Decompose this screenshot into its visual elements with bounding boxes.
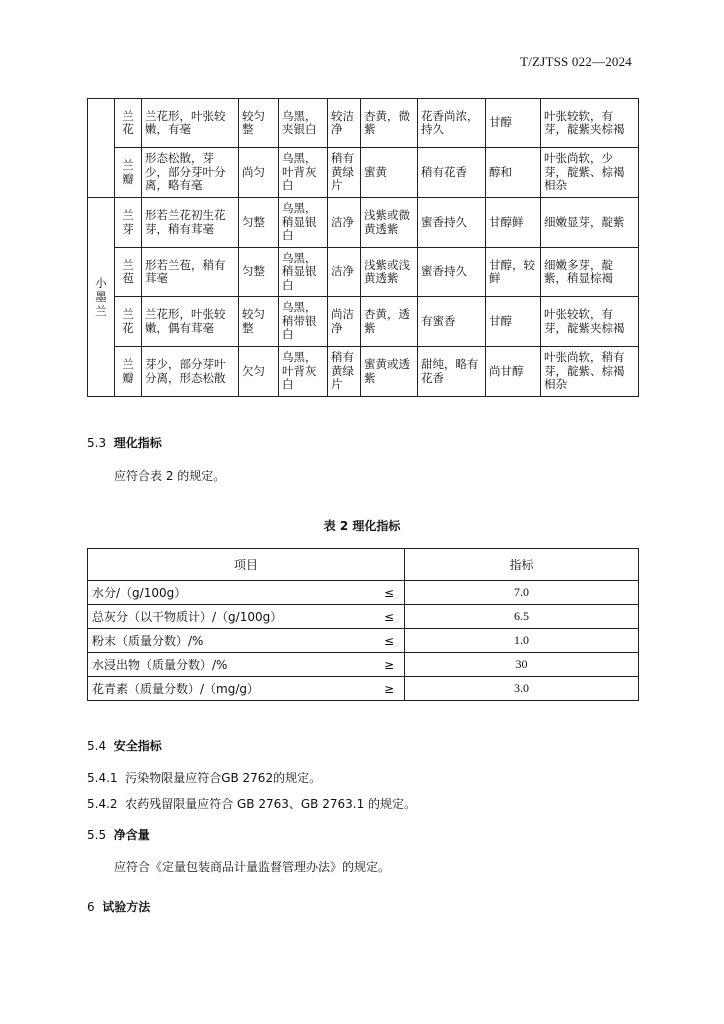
group-label: 小墨兰 xyxy=(88,198,115,397)
leaf-cell: 细嫩多芽，靛紫，稍显棕褐 xyxy=(541,248,639,297)
color-cell: 乌黑，稍显银白 xyxy=(279,198,328,248)
section-5-5-text: 应符合《定量包装商品计量监督管理办法》的规定。 xyxy=(114,860,391,874)
aroma-cell: 蜜香持久 xyxy=(418,198,486,248)
item-value: 30 xyxy=(405,653,639,677)
shape-cell: 芽少，部分芽叶分离，形态松散 xyxy=(142,347,239,397)
item-name: 水浸出物（质量分数）/% xyxy=(88,653,378,677)
column-header-item: 项目 xyxy=(88,549,405,581)
section-6-heading xyxy=(87,898,150,915)
comparison-symbol: ≤ xyxy=(378,629,405,653)
section-5-4-2 xyxy=(87,795,416,812)
comparison-symbol: ≥ xyxy=(378,677,405,701)
item-name: 水分/（g/100g） xyxy=(88,581,378,605)
clarity-cell: 较洁净 xyxy=(328,99,361,148)
taste-cell: 醇和 xyxy=(486,148,541,198)
grade-cell: 兰花 xyxy=(115,297,142,347)
color-cell: 乌黑，叶背灰白 xyxy=(279,148,328,198)
standard-code: T/ZJTSS 022—2024 xyxy=(520,54,632,69)
shape-cell: 形态松散，芽少，部分芽叶分离，略有毫 xyxy=(142,148,239,198)
section-title: 试验方法 xyxy=(102,900,151,914)
liquor-cell: 浅紫或浅黄透紫 xyxy=(361,248,418,297)
item-name: 总灰分（以干物质计）/（g/100g） xyxy=(88,605,378,629)
table-header-row xyxy=(88,549,639,581)
comparison-symbol: ≤ xyxy=(378,605,405,629)
comparison-symbol: ≥ xyxy=(378,653,405,677)
leaf-cell: 细嫩显芽，靛紫 xyxy=(541,198,639,248)
clarity-cell: 洁净 xyxy=(328,248,361,297)
aroma-cell: 蜜香持久 xyxy=(418,248,486,297)
item-value: 3.0 xyxy=(405,677,639,701)
grade-cell: 兰苞 xyxy=(115,248,142,297)
color-cell: 乌黑，叶背灰白 xyxy=(279,347,328,397)
section-5-3-text: 应符合表 2 的规定。 xyxy=(114,469,226,483)
table-row xyxy=(88,677,639,701)
table-row xyxy=(88,347,639,397)
taste-cell: 甘醇，较鲜 xyxy=(486,248,541,297)
taste-cell: 甘醇 xyxy=(486,99,541,148)
leaf-cell: 叶张较软，有芽，靛紫夹棕褐 xyxy=(541,297,639,347)
shape-cell: 兰花形，叶张较嫩，有毫 xyxy=(142,99,239,148)
item-value: 1.0 xyxy=(405,629,639,653)
section-number: 5.4.1 xyxy=(87,771,118,785)
evenness-cell: 欠匀 xyxy=(239,347,279,397)
clarity-cell: 洁净 xyxy=(328,198,361,248)
taste-cell: 甘醇鲜 xyxy=(486,198,541,248)
evenness-cell: 尚匀 xyxy=(239,148,279,198)
clarity-cell: 尚洁净 xyxy=(328,297,361,347)
table-row xyxy=(88,581,639,605)
aroma-cell: 甜纯，略有花香 xyxy=(418,347,486,397)
section-5-5-heading xyxy=(87,826,150,843)
section-title: 理化指标 xyxy=(113,436,162,450)
shape-cell: 形若兰苞，稍有茸毫 xyxy=(142,248,239,297)
liquor-cell: 杏黄，透紫 xyxy=(361,297,418,347)
liquor-cell: 蜜黄 xyxy=(361,148,418,198)
aroma-cell: 有蜜香 xyxy=(418,297,486,347)
evenness-cell: 匀整 xyxy=(239,198,279,248)
section-title: 安全指标 xyxy=(113,739,162,753)
table-row xyxy=(88,99,639,148)
table2-caption: 表 2 理化指标 xyxy=(323,519,401,533)
table-row xyxy=(88,653,639,677)
table-row xyxy=(88,605,639,629)
shape-cell: 兰花形，叶张较嫩，偶有茸毫 xyxy=(142,297,239,347)
section-number: 5.4.2 xyxy=(87,797,118,811)
table-row xyxy=(88,198,639,248)
section-text: 污染物限量应符合GB 2762的规定。 xyxy=(125,771,322,785)
evenness-cell: 匀整 xyxy=(239,248,279,297)
taste-cell: 尚甘醇 xyxy=(486,347,541,397)
section-5-4-1 xyxy=(87,769,321,786)
section-5-4-heading xyxy=(87,737,162,754)
aroma-cell: 花香尚浓，持久 xyxy=(418,99,486,148)
section-title: 净含量 xyxy=(113,828,150,842)
color-cell: 乌黑，稍显银白 xyxy=(279,248,328,297)
evenness-cell: 较匀整 xyxy=(239,99,279,148)
table-row xyxy=(88,248,639,297)
table-row xyxy=(88,297,639,347)
liquor-cell: 蜜黄或透紫 xyxy=(361,347,418,397)
item-name: 花青素（质量分数）/（mg/g） xyxy=(88,677,378,701)
leaf-cell: 叶张尚软，稍有芽，靛紫、棕褐相杂 xyxy=(541,347,639,397)
section-text: 农药残留限量应符合 GB 2763、GB 2763.1 的规定。 xyxy=(125,797,417,811)
clarity-cell: 稍有黄绿片 xyxy=(328,347,361,397)
clarity-cell: 稍有黄绿片 xyxy=(328,148,361,198)
item-name: 粉末（质量分数）/% xyxy=(88,629,378,653)
table-row xyxy=(88,629,639,653)
color-cell: 乌黑，稍带银白 xyxy=(279,297,328,347)
sensory-table xyxy=(87,98,639,397)
item-value: 6.5 xyxy=(405,605,639,629)
section-number: 5.3 xyxy=(87,436,107,450)
leaf-cell: 叶张较软，有芽，靛紫夹棕褐 xyxy=(541,99,639,148)
grade-cell: 兰瓣 xyxy=(115,347,142,397)
liquor-cell: 杏黄，微紫 xyxy=(361,99,418,148)
leaf-cell: 叶张尚软，少芽，靛紫、棕褐相杂 xyxy=(541,148,639,198)
physicochemical-table xyxy=(87,548,639,701)
grade-cell: 兰花 xyxy=(115,99,142,148)
aroma-cell: 稍有花香 xyxy=(418,148,486,198)
liquor-cell: 浅紫或微黄透紫 xyxy=(361,198,418,248)
item-value: 7.0 xyxy=(405,581,639,605)
taste-cell: 甘醇 xyxy=(486,297,541,347)
section-number: 5.4 xyxy=(87,739,107,753)
section-number: 5.5 xyxy=(87,828,107,842)
comparison-symbol: ≤ xyxy=(378,581,405,605)
shape-cell: 形若兰花初生花芽，稍有茸毫 xyxy=(142,198,239,248)
grade-cell: 兰瓣 xyxy=(115,148,142,198)
group-cell-empty xyxy=(88,99,115,198)
color-cell: 乌黑，夹银白 xyxy=(279,99,328,148)
grade-cell: 兰芽 xyxy=(115,198,142,248)
evenness-cell: 较匀整 xyxy=(239,297,279,347)
table-row xyxy=(88,148,639,198)
section-number: 6 xyxy=(87,900,95,914)
section-5-3-heading xyxy=(87,434,162,451)
column-header-value: 指标 xyxy=(405,549,639,581)
